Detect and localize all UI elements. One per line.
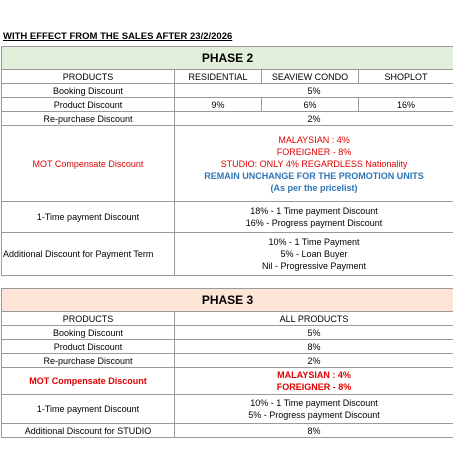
mot-malaysian: MALAYSIAN : 4% bbox=[278, 134, 350, 145]
onetime-line-1: 18% - 1 Time payment Discount bbox=[250, 206, 378, 216]
mot-foreigner: FOREIGNER - 8% bbox=[276, 146, 352, 157]
p3-mot-malaysian: MALAYSIAN : 4% bbox=[277, 370, 351, 380]
mot-value bbox=[175, 126, 453, 202]
onetime-line-2: 16% - Progress payment Discount bbox=[245, 218, 383, 228]
phase3-table bbox=[1, 288, 453, 438]
p3-onetime-value bbox=[175, 395, 453, 424]
header-products: PRODUCTS bbox=[2, 70, 175, 84]
p3-onetime-label: 1-Time payment Discount bbox=[2, 395, 175, 424]
payment-term-value bbox=[175, 233, 453, 276]
header-shoplot: SHOPLOT bbox=[359, 70, 453, 84]
p3-product-value: 8% bbox=[175, 340, 453, 354]
product-label: Product Discount bbox=[2, 98, 175, 112]
effective-date-heading: WITH EFFECT FROM THE SALES AFTER 23/2/2026 bbox=[3, 31, 233, 42]
product-residential: 9% bbox=[175, 98, 262, 112]
payment-term-line-1: 10% - 1 Time Payment bbox=[268, 237, 360, 247]
p3-product-label: Product Discount bbox=[2, 340, 175, 354]
phase2-table bbox=[1, 46, 453, 276]
phase2-title: PHASE 2 bbox=[2, 47, 453, 70]
repurchase-label: Re-purchase Discount bbox=[2, 112, 175, 126]
payment-term-line-3: Nil - Progressive Payment bbox=[262, 261, 367, 271]
mot-pricelist-note: (As per the pricelist) bbox=[270, 182, 358, 193]
payment-term-line-2: 5% - Loan Buyer bbox=[280, 249, 348, 259]
p3-header-products: PRODUCTS bbox=[2, 312, 175, 326]
product-shoplot: 16% bbox=[359, 98, 453, 112]
p3-repurchase-value: 2% bbox=[175, 354, 453, 368]
booking-label: Booking Discount bbox=[2, 84, 175, 98]
mot-promotion-note: REMAIN UNCHANGE FOR THE PROMOTION UNITS bbox=[204, 170, 424, 181]
mot-studio: STUDIO: ONLY 4% REGARDLESS Nationality bbox=[220, 158, 408, 169]
repurchase-value: 2% bbox=[175, 112, 453, 126]
p3-mot-label: MOT Compensate Discount bbox=[2, 368, 175, 395]
p3-onetime-line-1: 10% - 1 Time payment Discount bbox=[250, 398, 378, 408]
onetime-value bbox=[175, 202, 453, 233]
p3-repurchase-label: Re-purchase Discount bbox=[2, 354, 175, 368]
p3-booking-value: 5% bbox=[175, 326, 453, 340]
p3-onetime-line-2: 5% - Progress payment Discount bbox=[248, 410, 380, 420]
phase3-title: PHASE 3 bbox=[2, 289, 453, 312]
header-seaview-condo: SEAVIEW CONDO bbox=[262, 70, 359, 84]
p3-mot-foreigner: FOREIGNER - 8% bbox=[276, 382, 352, 392]
p3-studio-value: 8% bbox=[175, 424, 453, 438]
mot-label: MOT Compensate Discount bbox=[2, 126, 175, 202]
booking-value: 5% bbox=[175, 84, 453, 98]
p3-mot-value bbox=[175, 368, 453, 395]
header-residential: RESIDENTIAL bbox=[175, 70, 262, 84]
p3-booking-label: Booking Discount bbox=[2, 326, 175, 340]
payment-term-label: Additional Discount for Payment Term bbox=[2, 233, 175, 276]
p3-header-all-products: ALL PRODUCTS bbox=[175, 312, 453, 326]
p3-studio-label: Additional Discount for STUDIO bbox=[2, 424, 175, 438]
product-seaview: 6% bbox=[262, 98, 359, 112]
onetime-label: 1-Time payment Discount bbox=[2, 202, 175, 233]
